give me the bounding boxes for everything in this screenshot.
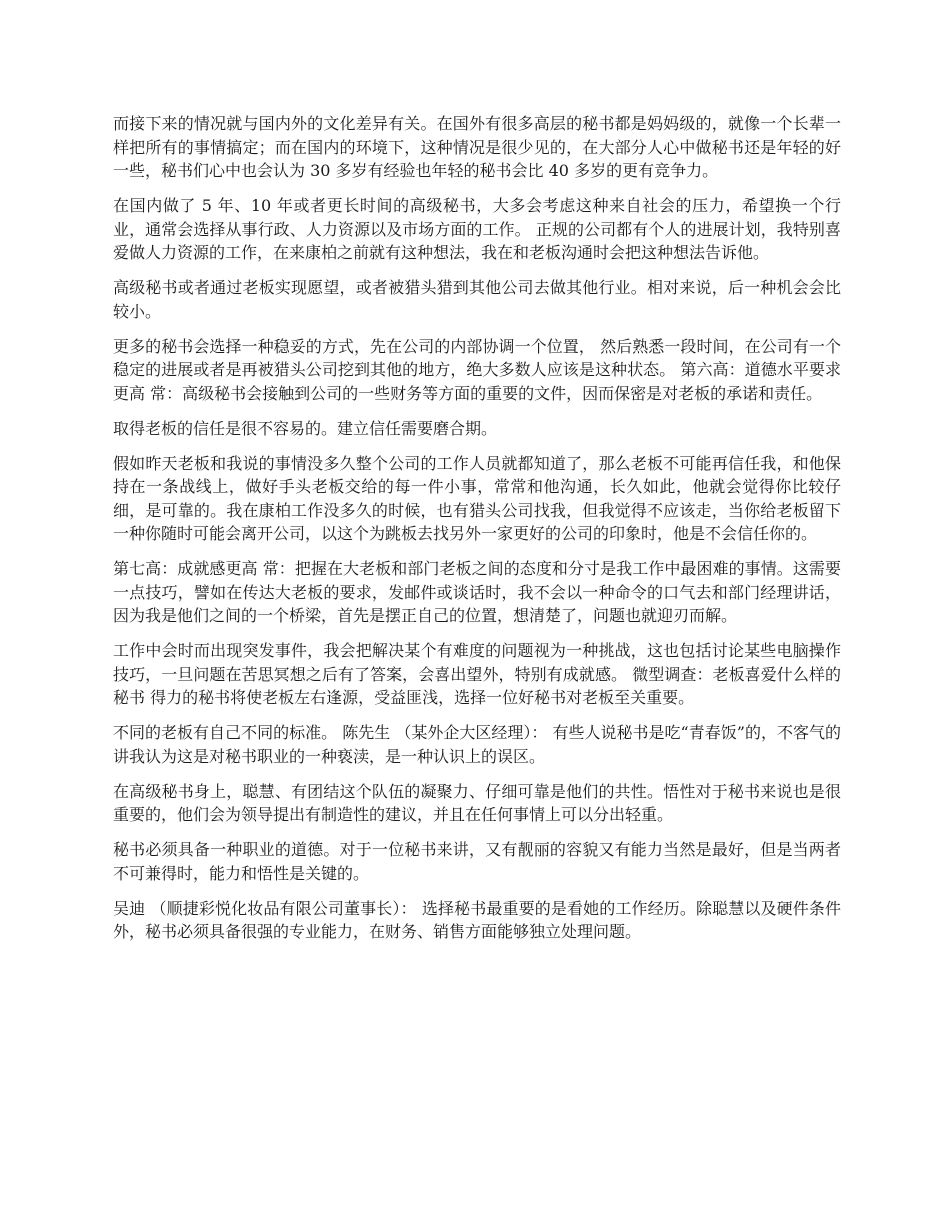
paragraph-2: 在国内做了 5 年、10 年或者更长时间的高级秘书，大多会考虑这种来自社会的压力，希望换一个行业，通常会选择从事行政、人力资源以及市场方面的工作。 正规的公司都有个人的进展计划，我特别喜爱做人力资源的工作，在来康柏之前就有这种想法，我在和老板沟通时会把这种想法告诉他。 <box>113 196 841 262</box>
paragraph-7: 第七高：成就感更高 常：把握在大老板和部门老板之间的态度和分寸是我工作中最困难的事情。这需要一点技巧，譬如在传达大老板的要求，发邮件或谈话时，我不会以一种命令的口气去和部门经理讲话，因为我是他们之间的一个桥梁，首先是摆正自己的位置，想清楚了，问题也就迎刃而解。 <box>113 559 841 625</box>
paragraph-10: 在高级秘书身上，聪慧、有团结这个队伍的凝聚力、仔细可靠是他们的共性。悟性对于秘书来说也是很重要的，他们会为领导提出有制造性的建议，并且在任何事情上可以分出轻重。 <box>113 781 841 824</box>
paragraph-1: 而接下来的情况就与国内外的文化差异有关。在国外有很多高层的秘书都是妈妈级的，就像一个长辈一样把所有的事情搞定；而在国内的环境下，这种情况是很少见的，在大部分人心中做秘书还是年轻的好一些，秘书们心中也会认为 30 多岁有经验也年轻的秘书会比 40 多岁的更有竞争力。 <box>113 114 841 180</box>
paragraph-3: 高级秘书或者通过老板实现愿望，或者被猎头猎到其他公司去做其他行业。相对来说，后一种机会会比较小。 <box>113 278 841 321</box>
paragraph-4: 更多的秘书会选择一种稳妥的方式，先在公司的内部协调一个位置， 然后熟悉一段时间，在公司有一个稳定的进展或者是再被猎头公司挖到其他的地方，绝大多数人应该是这种状态。 第六高：道德水平要求更高 常：高级秘书会接触到公司的一些财务等方面的重要的文件，因而保密是对老板的承诺和责任。 <box>113 336 841 403</box>
paragraph-6: 假如昨天老板和我说的事情没多久整个公司的工作人员就都知道了，那么老板不可能再信任我，和他保持在一条战线上，做好手头老板交给的每一件小事，常常和他沟通，长久如此，他就会觉得你比较仔细，是可靠的。我在康柏工作没多久的时候，也有猎头公司找我，但我觉得不应该走，当你给老板留下一种你随时可能会离开公司，以这个为跳板去找另外一家更好的公司的印象时，他是不会信任你的。 <box>113 453 841 543</box>
paragraph-12: 吴迪 （顺捷彩悦化妆品有限公司董事长）： 选择秘书最重要的是看她的工作经历。除聪慧以及硬件条件外，秘书必须具备很强的专业能力，在财务、销售方面能够独立处理问题。 <box>113 898 841 941</box>
paragraph-5: 取得老板的信任是很不容易的。建立信任需要磨合期。 <box>113 418 498 438</box>
paragraph-11: 秘书必须具备一种职业的道德。对于一位秘书来讲，又有靓丽的容貌又有能力当然是最好，但是当两者不可兼得时，能力和悟性是关键的。 <box>113 840 841 883</box>
paragraph-9: 不同的老板有自己不同的标准。 陈先生 （某外企大区经理）： 有些人说秘书是吃“青春饭”的，不客气的讲我认为这是对秘书职业的一种亵渎，是一种认识上的误区。 <box>113 723 841 766</box>
paragraph-8: 工作中会时而出现突发事件，我会把解决某个有难度的问题视为一种挑战，这也包括讨论某些电脑操作技巧，一旦问题在苦思冥想之后有了答案，会喜出望外，特别有成就感。 微型调查：老板喜爱什么样的秘书 得力的秘书将使老板左右逢源，受益匪浅，选择一位好秘书对老板至关重要。 <box>113 641 841 707</box>
document-body <box>113 112 841 955</box>
